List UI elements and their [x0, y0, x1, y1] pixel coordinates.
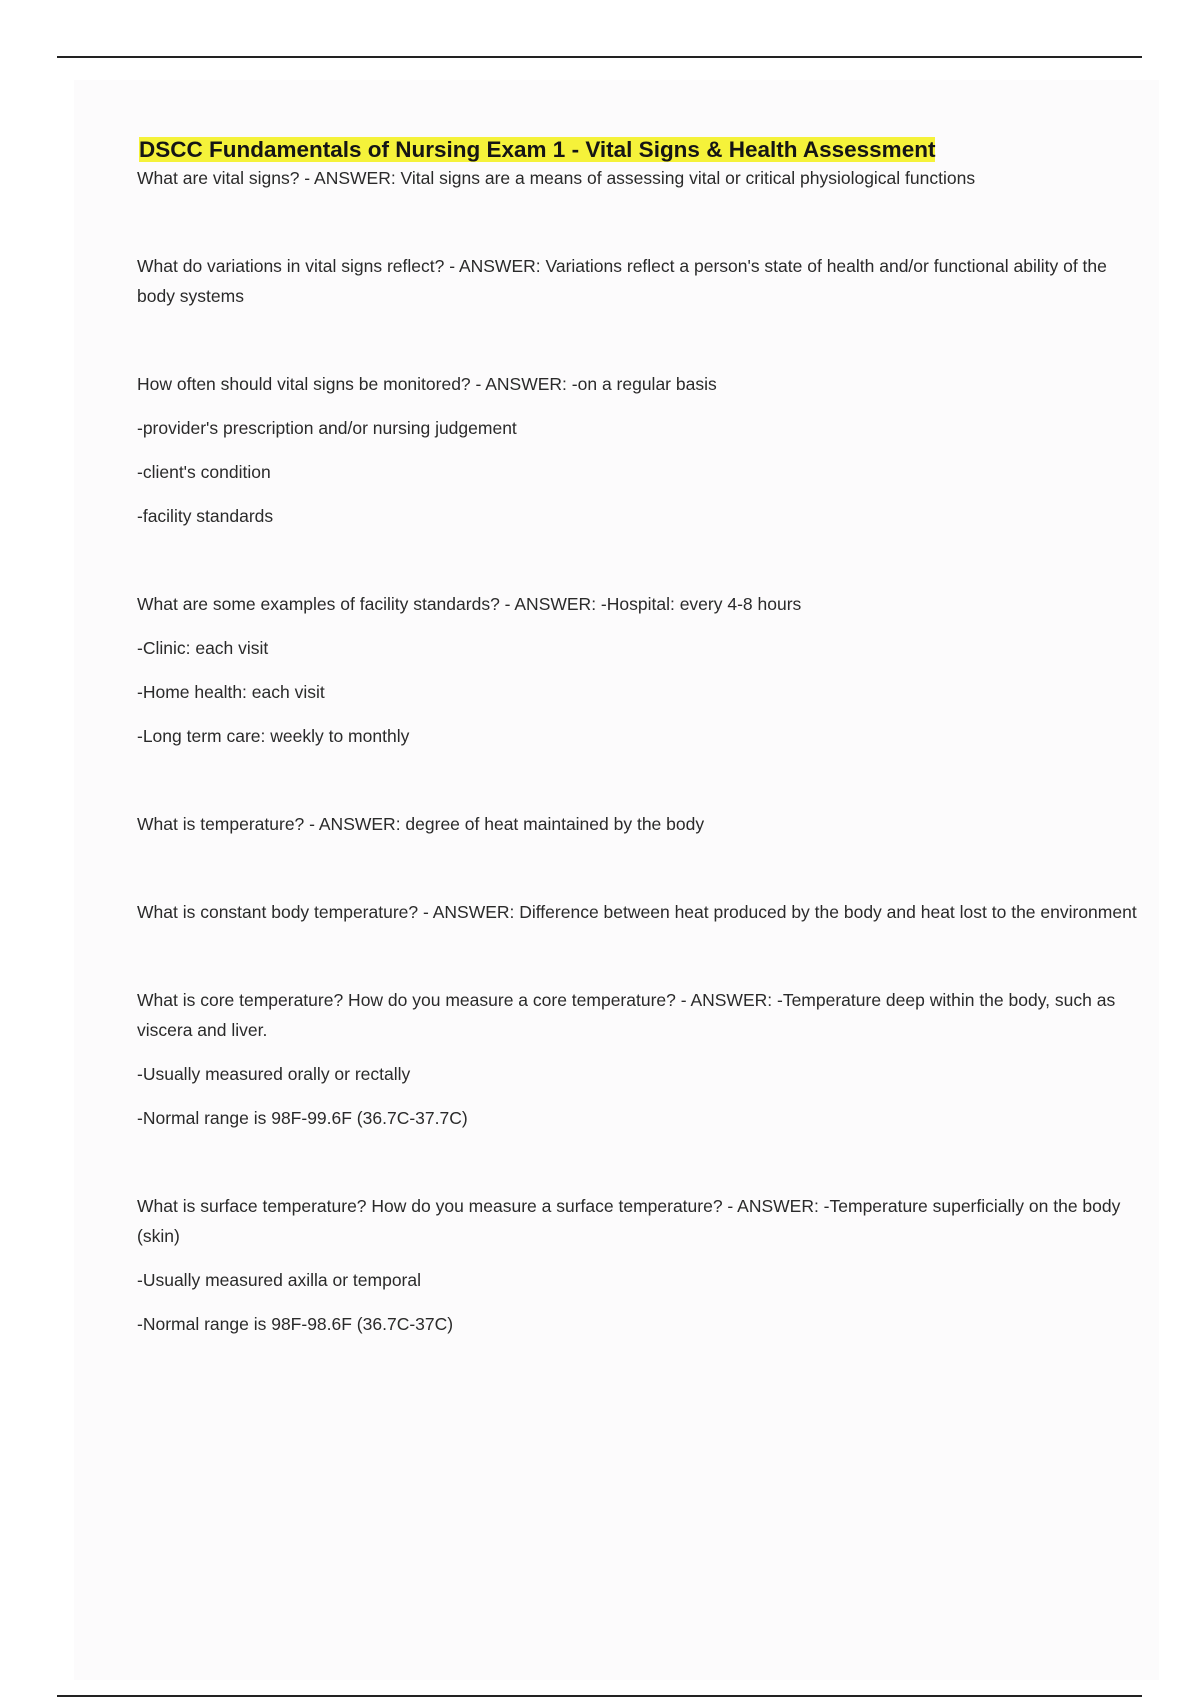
qa-block — [137, 589, 1137, 751]
qa-detail-line: -Normal range is 98F-98.6F (36.7C-37C) — [137, 1314, 454, 1334]
qa-list — [137, 163, 1137, 1339]
qa-question: What are some examples of facility standards? - ANSWER: -Hospital: every 4-8 hours — [137, 594, 802, 614]
qa-detail-line: -Clinic: each visit — [137, 638, 269, 658]
qa-block — [137, 251, 1137, 311]
qa-block — [137, 897, 1137, 927]
document-content — [137, 136, 1137, 1339]
qa-question: What is temperature? - ANSWER: degree of heat maintained by the body — [137, 814, 705, 834]
qa-detail-line: -Long term care: weekly to monthly — [137, 726, 410, 746]
qa-question: What do variations in vital signs reflect? - ANSWER: Variations reflect a person's state of health and/or functional ability of the body systems — [137, 256, 1107, 306]
qa-question: What is surface temperature? How do you measure a surface temperature? - ANSWER: -Temperature superficially on the body (skin) — [137, 1196, 1121, 1246]
qa-question: What is constant body temperature? - ANSWER: Difference between heat produced by the body and heat lost to the environment — [137, 902, 1137, 922]
qa-detail-line: -facility standards — [137, 506, 274, 526]
qa-question: What are vital signs? - ANSWER: Vital signs are a means of assessing vital or critical physiological functions — [137, 168, 976, 188]
qa-detail-line: -Usually measured orally or rectally — [137, 1064, 411, 1084]
top-divider — [57, 56, 1142, 58]
qa-block — [137, 809, 1137, 839]
qa-detail-line: -client's condition — [137, 462, 271, 482]
qa-block — [137, 1191, 1137, 1339]
qa-detail-line: -Home health: each visit — [137, 682, 325, 702]
qa-detail-line: -provider's prescription and/or nursing judgement — [137, 418, 517, 438]
document-page — [74, 80, 1159, 1680]
document-title — [137, 136, 937, 163]
bottom-divider — [57, 1695, 1142, 1697]
qa-question: What is core temperature? How do you measure a core temperature? - ANSWER: -Temperature deep within the body, such as viscera and liver. — [137, 990, 1116, 1040]
qa-block — [137, 163, 1137, 193]
qa-block — [137, 985, 1137, 1133]
qa-detail-line: -Usually measured axilla or temporal — [137, 1270, 421, 1290]
title-highlight: DSCC Fundamentals of Nursing Exam 1 - Vital Signs & Health Assessment — [139, 137, 936, 162]
qa-detail-line: -Normal range is 98F-99.6F (36.7C-37.7C) — [137, 1108, 468, 1128]
qa-block — [137, 369, 1137, 531]
qa-question: How often should vital signs be monitored? - ANSWER: -on a regular basis — [137, 374, 717, 394]
